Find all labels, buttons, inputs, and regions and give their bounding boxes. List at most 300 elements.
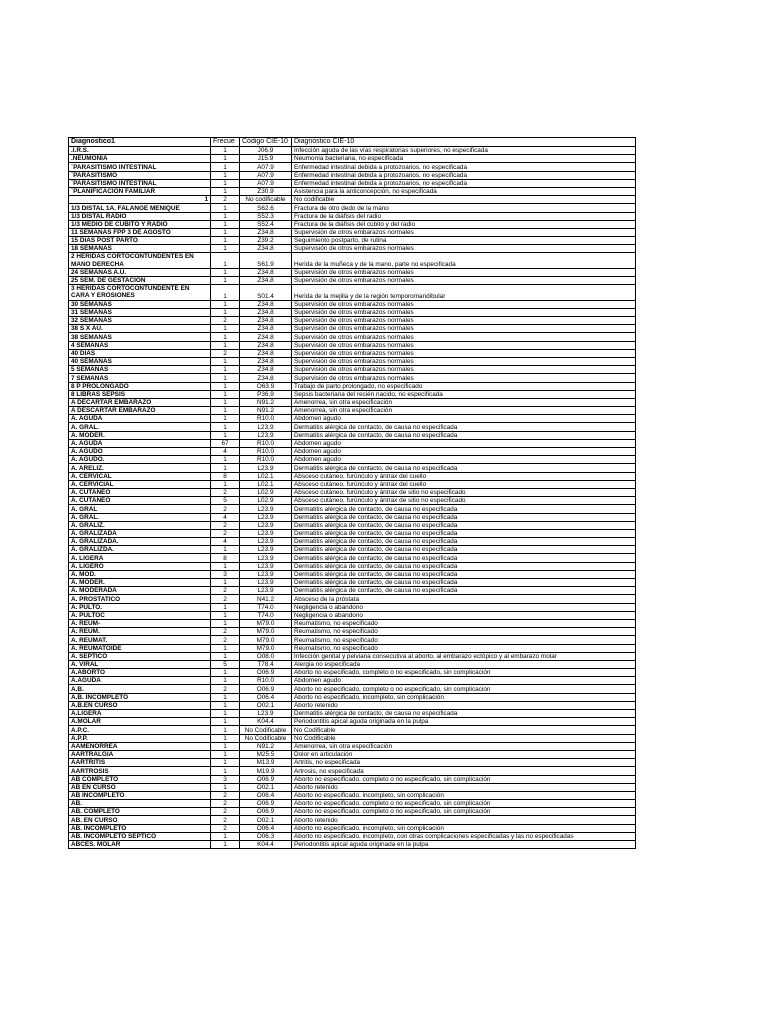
- icd10-code-cell: S62.6: [240, 204, 292, 212]
- table-row: [69, 570, 636, 578]
- diagnosis-cell: A. LIGERO: [69, 562, 211, 570]
- icd10-description-cell: Aborto retenido: [292, 816, 636, 824]
- diagnosis-cell: ´PARASITISMO: [69, 171, 211, 179]
- diagnosis-cell: A. SEPTICO: [69, 652, 211, 660]
- table-row: [69, 677, 636, 685]
- frequency-cell: 2: [211, 529, 240, 537]
- diagnosis-cell: 1/3 MEDIO DE CUBITO Y RADIO: [69, 220, 211, 228]
- frequency-cell: 2: [211, 808, 240, 816]
- frequency-cell: 3: [211, 775, 240, 783]
- icd10-description-cell: Aborto no especificado, completo o no especificado, sin complicación: [292, 669, 636, 677]
- icd10-code-cell: O06.4: [240, 693, 292, 701]
- diagnosis-cell: A.MOLAR: [69, 718, 211, 726]
- icd10-code-cell: O06.9: [240, 669, 292, 677]
- icd10-code-cell: R10.0: [240, 448, 292, 456]
- icd10-description-cell: Absceso cutáneo, furúnculo y ántrax de sitio no especificado: [292, 497, 636, 505]
- icd10-description-cell: Aborto no especificado, incompleto, sin complicación: [292, 791, 636, 799]
- frequency-cell: 1: [211, 285, 240, 300]
- frequency-cell: 1: [211, 163, 240, 171]
- icd10-code-cell: N91.2: [240, 742, 292, 750]
- table-row: [69, 317, 636, 325]
- icd10-code-cell: L02.9: [240, 497, 292, 505]
- icd10-description-cell: Reumatismo, no especificado: [292, 619, 636, 627]
- table-row: [69, 595, 636, 603]
- table-row: [69, 407, 636, 415]
- icd10-code-cell: L23.9: [240, 562, 292, 570]
- diagnosis-cell: 40 DIAS: [69, 349, 211, 357]
- icd10-code-cell: J06.9: [240, 147, 292, 155]
- table-row: [69, 341, 636, 349]
- icd10-description-cell: Fractura de otro dedo de la mano: [292, 204, 636, 212]
- frequency-cell: 2: [211, 349, 240, 357]
- diagnosis-cell: A. AGUDA: [69, 415, 211, 423]
- icd10-description-cell: Abdomen agudo: [292, 677, 636, 685]
- table-row: [69, 448, 636, 456]
- icd10-code-cell: R10.0: [240, 677, 292, 685]
- diagnosis-cell: A. CUTANEO: [69, 488, 211, 496]
- frequency-cell: 1: [211, 841, 240, 849]
- table-row: [69, 710, 636, 718]
- table-row: [69, 245, 636, 253]
- table-row: [69, 791, 636, 799]
- table-row: [69, 390, 636, 398]
- frequency-cell: 1: [211, 277, 240, 285]
- icd10-code-cell: T74.0: [240, 611, 292, 619]
- icd10-code-cell: L23.9: [240, 513, 292, 521]
- diagnosis-cell: AAMENORREA: [69, 742, 211, 750]
- icd10-code-cell: No Codificable: [240, 726, 292, 734]
- icd10-code-cell: M79.0: [240, 619, 292, 627]
- frequency-cell: 1: [211, 179, 240, 187]
- table-row: [69, 147, 636, 155]
- frequency-cell: 1: [211, 431, 240, 439]
- diagnosis-cell: A.B. INCOMPLETO: [69, 693, 211, 701]
- frequency-cell: 1: [211, 750, 240, 758]
- icd10-code-cell: Z30.9: [240, 187, 292, 195]
- table-row: [69, 374, 636, 382]
- icd10-code-cell: Z34.8: [240, 317, 292, 325]
- icd10-description-cell: Supervisión de otros embarazos normales: [292, 277, 636, 285]
- icd10-code-cell: Z34.8: [240, 300, 292, 308]
- icd10-description-cell: Periodontitis apical aguda originada en la pulpa: [292, 841, 636, 849]
- diagnosis-cell: A. REUM-: [69, 619, 211, 627]
- frequency-cell: 1: [211, 245, 240, 253]
- icd10-code-cell: L02.1: [240, 472, 292, 480]
- icd10-code-cell: O06.9: [240, 800, 292, 808]
- frequency-cell: 8: [211, 554, 240, 562]
- diagnosis-cell: AARTRALGIA: [69, 750, 211, 758]
- icd10-description-cell: Supervisión de otros embarazos normales: [292, 366, 636, 374]
- icd10-description-cell: Abdomen agudo: [292, 415, 636, 423]
- table-row: [69, 644, 636, 652]
- frequency-cell: 1: [211, 677, 240, 685]
- frequency-cell: 1: [211, 407, 240, 415]
- diagnosis-cell: A. GRAL: [69, 505, 211, 513]
- frequency-cell: 1: [211, 333, 240, 341]
- frequency-cell: 2: [211, 488, 240, 496]
- diagnosis-cell: 40 SEMANAS: [69, 357, 211, 365]
- table-row: [69, 832, 636, 840]
- diagnosis-cell: ´PLANIFICACION FAMILIAR: [69, 187, 211, 195]
- diagnosis-cell: A. GRALIZ.: [69, 521, 211, 529]
- icd10-description-cell: Alergia no especificada: [292, 660, 636, 668]
- frequency-cell: 1: [211, 562, 240, 570]
- icd10-description-cell: Supervisión de otros embarazos normales: [292, 333, 636, 341]
- table-row: [69, 693, 636, 701]
- icd10-description-cell: Supervisión de otros embarazos normales: [292, 308, 636, 316]
- icd10-description-cell: Dermatitis alérgica de contacto, de causa no especificada: [292, 710, 636, 718]
- icd10-description-cell: Infección genital y pelviana consecutiva al aborto, al embarazo ectópico y al embarazo molar: [292, 652, 636, 660]
- icd10-code-cell: S61.9: [240, 253, 292, 268]
- icd10-description-cell: Supervisión de otros embarazos normales: [292, 341, 636, 349]
- diagnosis-cell: A. REUM.: [69, 628, 211, 636]
- icd10-code-cell: M79.0: [240, 628, 292, 636]
- frequency-cell: 1: [211, 171, 240, 179]
- diagnosis-cell: A. GRAL.: [69, 423, 211, 431]
- diagnosis-cell: A. REUMAT.: [69, 636, 211, 644]
- frequency-cell: 1: [211, 726, 240, 734]
- header-row: [69, 138, 636, 147]
- header-diagnostico: Diagnostico1: [69, 138, 211, 147]
- frequency-cell: 1: [211, 652, 240, 660]
- table-row: [69, 628, 636, 636]
- icd10-description-cell: Supervisión de otros embarazos normales: [292, 349, 636, 357]
- table-row: [69, 456, 636, 464]
- frequency-cell: 1: [211, 187, 240, 195]
- diagnosis-cell: 11 SEMANAS FPP 3 DE AGOSTO: [69, 228, 211, 236]
- diagnosis-cell: A.ABORTO: [69, 669, 211, 677]
- table-row: [69, 652, 636, 660]
- icd10-code-cell: O06.4: [240, 791, 292, 799]
- diagnosis-cell: 4 SEMANAS: [69, 341, 211, 349]
- frequency-cell: 1: [211, 456, 240, 464]
- table-row: [69, 155, 636, 163]
- frequency-cell: 1: [211, 669, 240, 677]
- table-row: [69, 759, 636, 767]
- icd10-code-cell: A07.9: [240, 171, 292, 179]
- frequency-cell: 1: [211, 374, 240, 382]
- diagnosis-cell: AARTROSIS: [69, 767, 211, 775]
- diagnosis-cell: AB. INCOMPLETO SEPTICO: [69, 832, 211, 840]
- diagnosis-cell: A. PULTOC: [69, 611, 211, 619]
- icd10-description-cell: Dermatitis alérgica de contacto, de causa no especificada: [292, 554, 636, 562]
- icd10-code-cell: L23.9: [240, 579, 292, 587]
- icd10-code-cell: L23.9: [240, 570, 292, 578]
- icd10-description-cell: No codificable: [292, 196, 636, 204]
- diagnosis-cell: A DECARTAR EMBARAZO: [69, 398, 211, 406]
- table-row: [69, 750, 636, 758]
- icd10-description-cell: Enfermedad intestinal debida a protozoarios, no especificada: [292, 171, 636, 179]
- icd10-description-cell: Supervisión de otros embarazos normales: [292, 357, 636, 365]
- frequency-cell: 4: [211, 538, 240, 546]
- icd10-description-cell: Herida de la muñeca y de la mano, parte no especificada: [292, 253, 636, 268]
- frequency-cell: 1: [211, 366, 240, 374]
- frequency-cell: 1: [211, 767, 240, 775]
- frequency-cell: 1: [211, 415, 240, 423]
- icd10-description-cell: Aborto no especificado, incompleto, sin complicación: [292, 693, 636, 701]
- table-row: [69, 718, 636, 726]
- diagnosis-cell: A. MODER.: [69, 431, 211, 439]
- icd10-code-cell: Z34.8: [240, 374, 292, 382]
- icd10-code-cell: O06.4: [240, 824, 292, 832]
- header-descripcion: Diagnóstico CIE-10: [292, 138, 636, 147]
- frequency-cell: 67: [211, 439, 240, 447]
- table-row: [69, 521, 636, 529]
- table-row: [69, 603, 636, 611]
- diagnosis-cell: 8 LIBRAS SEPSIS: [69, 390, 211, 398]
- icd10-code-cell: L02.9: [240, 488, 292, 496]
- icd10-description-cell: No Codificable: [292, 726, 636, 734]
- table-row: [69, 163, 636, 171]
- diagnosis-cell: A. LIGERA: [69, 554, 211, 562]
- frequency-cell: 2: [211, 628, 240, 636]
- frequency-cell: 1: [211, 423, 240, 431]
- table-row: [69, 325, 636, 333]
- frequency-cell: 1: [211, 220, 240, 228]
- icd10-code-cell: L23.9: [240, 521, 292, 529]
- diagnosis-cell: A.P.C.: [69, 726, 211, 734]
- frequency-cell: 1: [211, 341, 240, 349]
- table-row: [69, 349, 636, 357]
- icd10-description-cell: Dermatitis alérgica de contacto, de causa no especificada: [292, 464, 636, 472]
- table-row: [69, 488, 636, 496]
- icd10-code-cell: S52.3: [240, 212, 292, 220]
- frequency-cell: 1: [211, 644, 240, 652]
- table-row: [69, 742, 636, 750]
- table-row: [69, 480, 636, 488]
- icd10-code-cell: Z39.2: [240, 237, 292, 245]
- diagnosis-cell: 1: [69, 196, 211, 204]
- frequency-cell: 1: [211, 155, 240, 163]
- diagnosis-cell: ´PARASITISMO INTESTINAL: [69, 163, 211, 171]
- diagnosis-cell: A. MODERADA: [69, 587, 211, 595]
- icd10-description-cell: Supervisión de otros embarazos normales: [292, 325, 636, 333]
- icd10-description-cell: Reumatismo, no especificado: [292, 636, 636, 644]
- diagnosis-cell: AB EN CURSO: [69, 783, 211, 791]
- frequency-cell: 2: [211, 521, 240, 529]
- table-row: [69, 841, 636, 849]
- icd10-code-cell: O02.1: [240, 783, 292, 791]
- table-row: [69, 562, 636, 570]
- frequency-cell: 1: [211, 832, 240, 840]
- icd10-code-cell: J15.9: [240, 155, 292, 163]
- icd10-code-cell: L23.9: [240, 587, 292, 595]
- icd10-code-cell: No Codificable: [240, 734, 292, 742]
- table-row: [69, 357, 636, 365]
- icd10-description-cell: Abdomen agudo: [292, 439, 636, 447]
- table-row: [69, 611, 636, 619]
- frequency-cell: 1: [211, 204, 240, 212]
- icd10-code-cell: N41.2: [240, 595, 292, 603]
- icd10-code-cell: N91.2: [240, 398, 292, 406]
- icd10-code-cell: Z34.8: [240, 349, 292, 357]
- table-row: [69, 366, 636, 374]
- frequency-cell: 2: [211, 317, 240, 325]
- table-row: [69, 775, 636, 783]
- frequency-cell: 1: [211, 742, 240, 750]
- icd10-description-cell: Supervisión de otros embarazos normales: [292, 268, 636, 276]
- header-frecuencia: Frecue: [211, 138, 240, 147]
- table-row: [69, 285, 636, 300]
- table-row: [69, 431, 636, 439]
- table-row: [69, 497, 636, 505]
- diagnosis-cell: A. MOD.: [69, 570, 211, 578]
- icd10-description-cell: Seguimiento postparto, de rutina: [292, 237, 636, 245]
- table-row: [69, 179, 636, 187]
- frequency-cell: 1: [211, 325, 240, 333]
- icd10-code-cell: Z34.8: [240, 366, 292, 374]
- table-row: [69, 808, 636, 816]
- table-row: [69, 579, 636, 587]
- icd10-description-cell: Infección aguda de las vías respiratorias superiores, no especificada: [292, 147, 636, 155]
- frequency-cell: 1: [211, 710, 240, 718]
- diagnosis-cell: .I.R.S.: [69, 147, 211, 155]
- diagnosis-cell: A. VIRAL: [69, 660, 211, 668]
- icd10-code-cell: S52.4: [240, 220, 292, 228]
- table-row: [69, 308, 636, 316]
- frequency-cell: 2: [211, 824, 240, 832]
- diagnosis-cell: AARTRITIS: [69, 759, 211, 767]
- icd10-code-cell: O02.1: [240, 701, 292, 709]
- diagnosis-cell: A. AGUDA: [69, 439, 211, 447]
- table-row: [69, 220, 636, 228]
- diagnosis-cell: A. PULTO.: [69, 603, 211, 611]
- diagnosis-cell: A. GRALIZADA.: [69, 538, 211, 546]
- diagnosis-cell: 15 DIAS POST PARTO: [69, 237, 211, 245]
- table-row: [69, 439, 636, 447]
- icd10-code-cell: O63.9: [240, 382, 292, 390]
- icd10-description-cell: Dermatitis alérgica de contacto, de causa no especificada: [292, 570, 636, 578]
- table-row: [69, 587, 636, 595]
- table-row: [69, 415, 636, 423]
- diagnosis-cell: A.AGUDA: [69, 677, 211, 685]
- diagnosis-table: [68, 137, 636, 849]
- icd10-code-cell: P36.9: [240, 390, 292, 398]
- icd10-description-cell: Abdomen agudo: [292, 456, 636, 464]
- diagnosis-cell: AB COMPLETO: [69, 775, 211, 783]
- table-row: [69, 187, 636, 195]
- frequency-cell: 1: [211, 619, 240, 627]
- diagnosis-cell: ´PARASITISMO INTESTINAL: [69, 179, 211, 187]
- icd10-code-cell: L02.1: [240, 480, 292, 488]
- table-body: [69, 147, 636, 849]
- frequency-cell: 1: [211, 701, 240, 709]
- table-row: [69, 660, 636, 668]
- icd10-description-cell: Aborto no especificado, completo o no especificado, sin complicación: [292, 808, 636, 816]
- table-row: [69, 505, 636, 513]
- icd10-description-cell: Dermatitis alérgica de contacto, de causa no especificada: [292, 423, 636, 431]
- table-row: [69, 300, 636, 308]
- icd10-code-cell: R10.0: [240, 439, 292, 447]
- diagnosis-cell: 31 SEMANAS: [69, 308, 211, 316]
- icd10-code-cell: O08.0: [240, 652, 292, 660]
- diagnosis-cell: A. CUTANEO: [69, 497, 211, 505]
- diagnosis-cell: A. REUMATOIDE: [69, 644, 211, 652]
- icd10-code-cell: O06.9: [240, 808, 292, 816]
- frequency-cell: 4: [211, 513, 240, 521]
- table-row: [69, 382, 636, 390]
- table-row: [69, 196, 636, 204]
- frequency-cell: 2: [211, 505, 240, 513]
- header-codigo: Código CIE-10: [240, 138, 292, 147]
- table-row: [69, 268, 636, 276]
- table-row: [69, 333, 636, 341]
- icd10-description-cell: Amenorrea, sin otra especificación: [292, 742, 636, 750]
- icd10-description-cell: Periodontitis apical aguda originada en la pulpa: [292, 718, 636, 726]
- table-row: [69, 816, 636, 824]
- icd10-description-cell: Supervisión de otros embarazos normales: [292, 317, 636, 325]
- icd10-code-cell: L23.9: [240, 423, 292, 431]
- icd10-code-cell: M79.0: [240, 636, 292, 644]
- icd10-description-cell: Aborto no especificado, completo o no especificado, sin complicación: [292, 775, 636, 783]
- diagnosis-cell: 7 SEMANAS: [69, 374, 211, 382]
- icd10-code-cell: A07.9: [240, 163, 292, 171]
- frequency-cell: 1: [211, 759, 240, 767]
- frequency-cell: 5: [211, 497, 240, 505]
- diagnosis-cell: 1/3 DISTAL RADIO: [69, 212, 211, 220]
- frequency-cell: 1: [211, 579, 240, 587]
- icd10-code-cell: Z34.8: [240, 357, 292, 365]
- icd10-code-cell: L23.9: [240, 538, 292, 546]
- icd10-code-cell: M25.5: [240, 750, 292, 758]
- diagnosis-cell: 5 SEMANAS: [69, 366, 211, 374]
- diagnosis-cell: A.B.: [69, 685, 211, 693]
- icd10-description-cell: Enfermedad intestinal debida a protozoarios, no especificada: [292, 163, 636, 171]
- icd10-description-cell: Asistencia para la anticoncepción, no especificada: [292, 187, 636, 195]
- icd10-description-cell: Dermatitis alérgica de contacto, de causa no especificada: [292, 513, 636, 521]
- frequency-cell: 1: [211, 300, 240, 308]
- diagnosis-cell: 1/3 DISTAL 1A. FALANGE MENIQUE: [69, 204, 211, 212]
- frequency-cell: 1: [211, 308, 240, 316]
- icd10-code-cell: L23.9: [240, 464, 292, 472]
- icd10-code-cell: Z34.8: [240, 228, 292, 236]
- diagnosis-cell: AB INCOMPLETO: [69, 791, 211, 799]
- icd10-code-cell: K04.4: [240, 841, 292, 849]
- icd10-description-cell: Amenorrea, sin otra especificación: [292, 407, 636, 415]
- icd10-description-cell: Sepsis bacteriana del recién nacido, no especificada: [292, 390, 636, 398]
- icd10-description-cell: Dermatitis alérgica de contacto, de causa no especificada: [292, 505, 636, 513]
- icd10-code-cell: M13.9: [240, 759, 292, 767]
- icd10-code-cell: Z34.8: [240, 277, 292, 285]
- icd10-description-cell: Absceso cutáneo, furúnculo y ántrax de sitio no especificado: [292, 488, 636, 496]
- table-row: [69, 783, 636, 791]
- frequency-cell: 1: [211, 611, 240, 619]
- table-row: [69, 546, 636, 554]
- table-row: [69, 171, 636, 179]
- icd10-code-cell: L23.9: [240, 546, 292, 554]
- icd10-description-cell: Enfermedad intestinal debida a protozoarios, no especificada: [292, 179, 636, 187]
- diagnosis-cell: A. PROSTATICO: [69, 595, 211, 603]
- diagnosis-cell: 38 S X AU.: [69, 325, 211, 333]
- icd10-description-cell: Dermatitis alérgica de contacto, de causa no especificada: [292, 538, 636, 546]
- icd10-description-cell: Dolor en articulación: [292, 750, 636, 758]
- icd10-description-cell: No Codificable: [292, 734, 636, 742]
- diagnosis-cell: 18 SEMANAS: [69, 245, 211, 253]
- diagnosis-cell: A DESCARTAR EMBARAZO: [69, 407, 211, 415]
- frequency-cell: 2: [211, 816, 240, 824]
- diagnosis-cell: A. MODER.: [69, 579, 211, 587]
- diagnosis-cell: 38 SEMANAS: [69, 333, 211, 341]
- frequency-cell: 4: [211, 448, 240, 456]
- icd10-description-cell: Supervisión de otros embarazos normales: [292, 300, 636, 308]
- frequency-cell: 1: [211, 382, 240, 390]
- frequency-cell: 1: [211, 693, 240, 701]
- table-row: [69, 538, 636, 546]
- frequency-cell: 1: [211, 147, 240, 155]
- table-row: [69, 228, 636, 236]
- icd10-description-cell: Absceso de la próstata: [292, 595, 636, 603]
- icd10-code-cell: Z34.8: [240, 333, 292, 341]
